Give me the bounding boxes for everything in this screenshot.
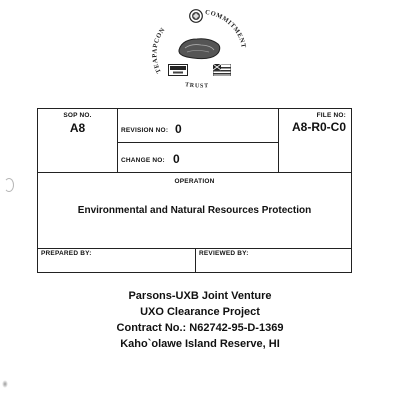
project-seal	[145, 6, 255, 92]
reviewed-by-label: REVIEWED BY:	[199, 250, 249, 257]
island-map-icon	[175, 34, 223, 62]
change-number-value: 0	[173, 152, 180, 166]
file-number-label: FILE NO:	[316, 112, 346, 119]
operation-value: Environmental and Natural Resources Protection	[77, 205, 312, 216]
file-number-value: A8-R0-C0	[291, 120, 346, 134]
file-number-cell	[279, 109, 351, 173]
project-name: UXO Clearance Project	[140, 306, 260, 318]
revision-number-cell	[118, 109, 279, 143]
prepared-by-cell	[38, 249, 196, 272]
revision-number-label: REVISION NO:	[121, 127, 169, 134]
punch-hole-mark	[4, 178, 14, 192]
revision-number-value: 0	[175, 122, 182, 136]
seal-text-bottom: TRUST	[184, 82, 210, 90]
sop-number-cell	[38, 109, 118, 173]
svg-text:TEAPAPCON	[151, 26, 166, 74]
operation-label: OPERATION	[174, 178, 215, 185]
sop-number-value: A8	[69, 121, 86, 135]
seal-text-right: COMMITMENT	[204, 8, 248, 49]
sop-number-label: SOP NO.	[63, 112, 92, 119]
contract-number: Contract No.: N62742-95-D-1369	[116, 322, 284, 334]
plaque-icon	[168, 64, 188, 76]
prepared-by-label: PREPARED BY:	[41, 250, 92, 257]
seal-text-left: TEAPAPCON	[151, 26, 167, 75]
svg-text:TRUST	[185, 82, 210, 89]
sop-cover-form	[37, 108, 352, 273]
change-number-label: CHANGE NO:	[121, 157, 165, 164]
company-name: Parsons-UXB Joint Venture	[128, 290, 272, 302]
operation-cell	[38, 173, 351, 249]
punch-hole-mark	[2, 380, 8, 388]
reviewed-by-cell	[196, 249, 351, 272]
location: Kaho`olawe Island Reserve, HI	[120, 338, 280, 350]
hawaii-flag-icon	[213, 64, 231, 76]
change-number-cell	[118, 143, 279, 173]
navy-emblem-icon	[189, 9, 203, 23]
